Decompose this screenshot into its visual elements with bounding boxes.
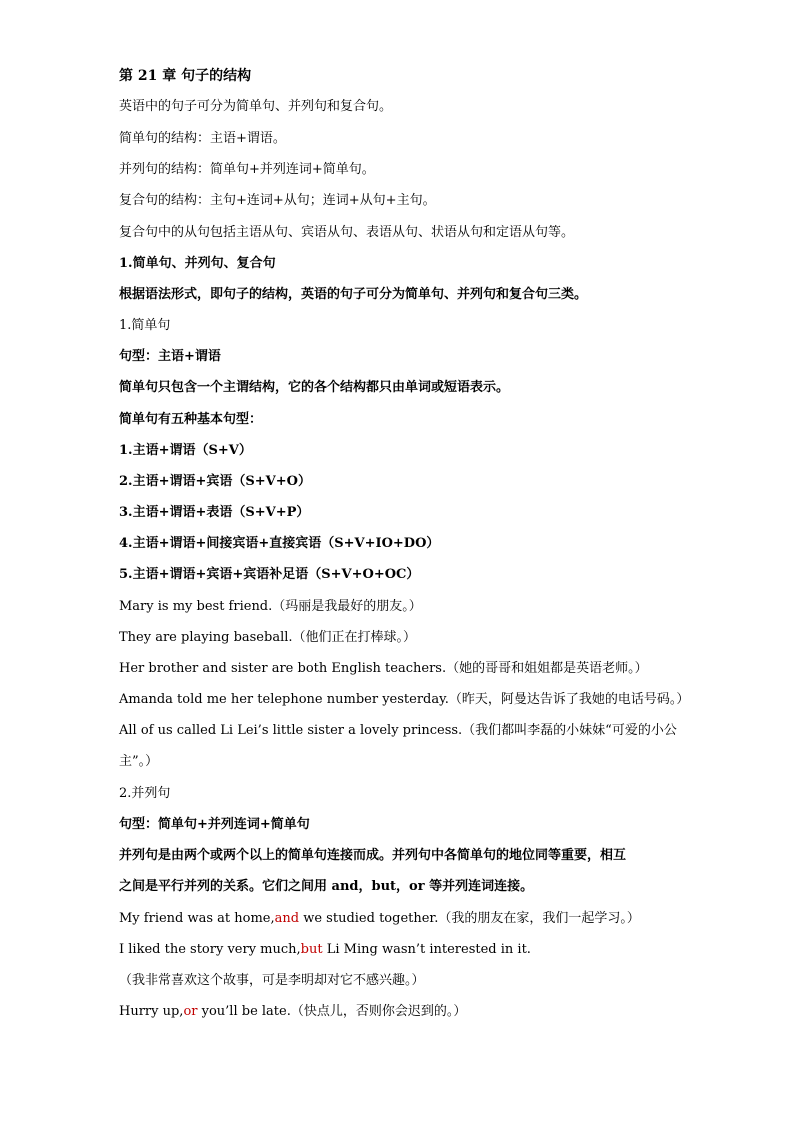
intro-line: 复合句中的从句包括主语从句、宾语从句、表语从句、状语从句和定语从句等。 <box>119 225 575 240</box>
clause: My friend was at home, <box>119 911 275 926</box>
example-sentence <box>119 941 531 959</box>
compound-desc: 并列句是由两个或两个以上的简单句连接而成。并列句中各简单句的地位同等重要，相互 <box>119 848 627 863</box>
sentence-pattern: 句型：简单句+并列连词+简单句 <box>119 817 310 832</box>
sentence-type: 2.主语+谓语+宾语（S+V+O） <box>119 474 311 489</box>
sentence-type: 4.主语+谓语+间接宾语+直接宾语（S+V+IO+DO） <box>119 536 440 551</box>
clause: you’ll be late.（快点儿，否则你会迟到的。） <box>197 1004 467 1019</box>
chapter-title: 第 21 章 句子的结构 <box>119 68 252 84</box>
subsection-heading: 2.并列句 <box>119 786 171 801</box>
example-sentence <box>119 910 640 928</box>
sentence-type: 5.主语+谓语+宾语+宾语补足语（S+V+O+OC） <box>119 567 420 582</box>
example-sentence-cont: 主”。） <box>119 754 159 769</box>
conjunction: and <box>274 911 300 926</box>
sentence-type: 1.主语+谓语（S+V） <box>119 443 252 458</box>
conjunction: or <box>183 1004 198 1019</box>
compound-desc: 之间是平行并列的关系。它们之间用 and，but，or 等并列连词连接。 <box>119 879 534 894</box>
example-sentence: Mary is my best friend.（玛丽是我最好的朋友。） <box>119 599 422 614</box>
clause: Li Ming wasn’t interested in it. <box>322 942 531 957</box>
section-heading: 1.简单句、并列句、复合句 <box>119 256 276 271</box>
example-sentence: Her brother and sister are both English teachers.（她的哥哥和姐姐都是英语老师。） <box>119 661 648 676</box>
example-sentence <box>119 1003 466 1021</box>
conjunction: but <box>300 942 323 957</box>
example-sentence: They are playing baseball.（他们正在打棒球。） <box>119 630 417 645</box>
intro-line: 复合句的结构：主句+连词+从句；连词+从句+主句。 <box>119 193 436 208</box>
sentence-pattern: 句型：主语+谓语 <box>119 349 221 364</box>
example-sentence: Amanda told me her telephone number yesterday.（昨天，阿曼达告诉了我她的电话号码。） <box>119 692 690 707</box>
simple-desc: 简单句只包含一个主谓结构，它的各个结构都只由单词或短语表示。 <box>119 380 510 395</box>
subsection-heading: 1.简单句 <box>119 318 171 333</box>
intro-line: 英语中的句子可分为简单句、并列句和复合句。 <box>119 99 393 114</box>
section-summary: 根据语法形式，即句子的结构，英语的句子可分为简单句、并列句和复合句三类。 <box>119 287 588 302</box>
intro-line: 简单句的结构：主语+谓语。 <box>119 131 286 146</box>
five-types-intro: 简单句有五种基本句型： <box>119 412 263 427</box>
example-sentence: All of us called Li Lei’s little sister a lovely princess.（我们都叫李磊的小妹妹“可爱的小公 <box>119 723 677 738</box>
clause: we studied together.（我的朋友在家，我们一起学习。） <box>299 911 640 926</box>
clause: I liked the story very much, <box>119 942 301 957</box>
clause: Hurry up, <box>119 1004 184 1019</box>
example-translation: （我非常喜欢这个故事，可是李明却对它不感兴趣。） <box>119 973 425 988</box>
sentence-type: 3.主语+谓语+表语（S+V+P） <box>119 505 310 520</box>
intro-line: 并列句的结构：简单句+并列连词+简单句。 <box>119 162 375 177</box>
